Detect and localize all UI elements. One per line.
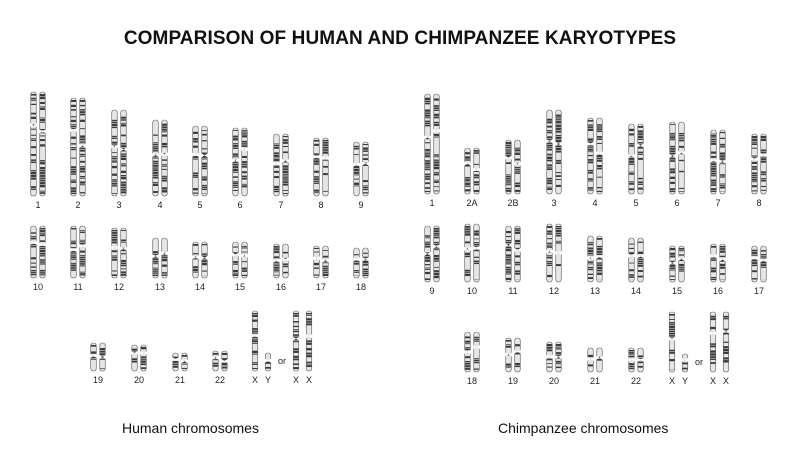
chromosome	[555, 110, 561, 194]
chromosome	[353, 142, 359, 196]
chromosome-pair	[587, 118, 602, 208]
chromosome-label: 9	[358, 200, 364, 210]
chimpanzee-caption: Chimpanzee chromosomes	[498, 420, 669, 436]
chromosome	[628, 348, 634, 372]
chromosome-x	[710, 312, 716, 372]
chromosome	[678, 246, 684, 282]
sex-chromosome-label: Y	[264, 375, 272, 385]
chromosome-label: 15	[671, 286, 683, 296]
chromosome	[433, 94, 439, 194]
chromosome-pair	[273, 244, 288, 292]
chromosome-pair	[628, 348, 643, 386]
chromosome	[111, 228, 117, 278]
chromosome-pair	[90, 343, 105, 385]
chromosome	[79, 226, 85, 278]
chromosome-pair	[70, 98, 85, 210]
chromosome-label: 22	[630, 376, 642, 386]
chromosome-pair	[70, 226, 85, 292]
chromosome	[637, 124, 643, 194]
chromosome-label: 10	[32, 282, 44, 292]
chromosome-label: 18	[466, 376, 478, 386]
chromosome	[131, 345, 137, 371]
sex-chromosome-label: X	[668, 376, 676, 386]
chromosome	[362, 142, 368, 196]
chromosome-label: 1	[35, 200, 41, 210]
chromosome-label: 13	[154, 282, 166, 292]
chromosome	[596, 236, 602, 282]
chromosome-pair	[587, 236, 602, 296]
chromosome	[751, 134, 757, 194]
chromosome	[464, 332, 470, 372]
chromosome-label: 20	[548, 376, 560, 386]
chromosome	[313, 138, 319, 196]
chromosome	[546, 342, 552, 372]
chromosome	[505, 226, 511, 282]
chromosome-label: 19	[92, 375, 104, 385]
chromosome	[212, 351, 218, 371]
chromosome	[273, 134, 279, 196]
chromosome-pair	[313, 246, 328, 292]
chromosome-pair	[505, 226, 520, 296]
chromosome-pair	[424, 226, 439, 296]
chromosome-pair	[669, 122, 684, 208]
chromosome	[39, 92, 45, 196]
chromosome-pair	[30, 226, 45, 292]
chromosome-label: 8	[318, 200, 324, 210]
chromosome	[424, 94, 430, 194]
chromosome	[587, 236, 593, 282]
chromosome	[313, 246, 319, 278]
chromosome	[273, 244, 279, 278]
chromosome-label: 2	[75, 200, 81, 210]
chromosome	[505, 338, 511, 372]
chromosome-pair	[152, 120, 167, 210]
chromosome	[628, 124, 634, 194]
chromosome-label: 19	[507, 376, 519, 386]
chromosome	[70, 98, 76, 196]
chromosome	[120, 228, 126, 278]
chromosome-label: 5	[197, 200, 203, 210]
page-title: COMPARISON OF HUMAN AND CHIMPANZEE KARYOTYPES	[123, 28, 677, 49]
chimpanzee-karyotype	[424, 94, 766, 386]
chromosome	[760, 134, 766, 194]
chromosome-pair	[628, 238, 643, 296]
sex-chromosomes	[252, 311, 312, 385]
chromosome-label: 3	[116, 200, 122, 210]
chromosome	[201, 126, 207, 196]
chromosome	[232, 128, 238, 196]
chromosome-label: 4	[157, 200, 163, 210]
chromosome	[433, 226, 439, 282]
sex-chromosome-label: X	[709, 376, 717, 386]
chromosome-x	[293, 311, 299, 371]
chromosome-pair	[212, 351, 227, 385]
chromosome	[232, 242, 238, 278]
chromosome	[362, 248, 368, 278]
chromosome	[221, 351, 227, 371]
chromosome-label: 15	[234, 282, 246, 292]
chromosome	[555, 342, 561, 372]
chromosome-label: 16	[712, 286, 724, 296]
chromosome	[161, 238, 167, 278]
chromosome-pair	[464, 332, 479, 386]
chromosome	[322, 246, 328, 278]
chromosome-pair	[464, 148, 479, 208]
chromosome	[760, 246, 766, 282]
chromosome-pair	[505, 338, 520, 386]
chromosome-y	[682, 354, 688, 372]
chromosome	[192, 242, 198, 278]
chromosome	[99, 343, 105, 371]
chromosome	[120, 110, 126, 196]
chromosome	[152, 120, 158, 196]
chromosome-label: 1	[429, 198, 435, 208]
chromosome-label: 17	[315, 282, 327, 292]
chromosome-label: 16	[275, 282, 287, 292]
chromosome-pair	[751, 246, 766, 296]
chromosome-label: 18	[355, 282, 367, 292]
chromosome	[505, 140, 511, 194]
chromosome-label: 2A	[466, 198, 478, 208]
chromosome-label: 14	[194, 282, 206, 292]
chromosome	[241, 128, 247, 196]
chromosome	[172, 353, 178, 371]
chromosome-pair	[669, 246, 684, 296]
chromosome	[241, 242, 247, 278]
chromosome-pair	[192, 242, 207, 292]
chromosome	[111, 110, 117, 196]
chromosome	[710, 130, 716, 194]
chromosome	[181, 353, 187, 371]
chromosome-label: 6	[674, 198, 680, 208]
chromosome-x	[252, 311, 258, 371]
chromosome-label: 8	[756, 198, 762, 208]
chromosome	[719, 244, 725, 282]
chromosome	[90, 343, 96, 371]
chromosome	[719, 130, 725, 194]
chromosome-pair	[710, 244, 725, 296]
chromosome	[628, 238, 634, 282]
chromosome-label: 4	[592, 198, 598, 208]
chromosome-label: 11	[73, 282, 83, 292]
chromosome-label: 3	[551, 198, 557, 208]
chromosome-pair	[710, 130, 725, 208]
chromosome	[555, 224, 561, 282]
chromosome	[30, 92, 36, 196]
or-label: or	[277, 356, 287, 366]
chromosome-pair	[232, 128, 247, 210]
chromosome-label: 9	[429, 286, 435, 296]
chromosome-x	[723, 312, 729, 372]
chromosome-pair	[546, 342, 561, 386]
chromosome	[353, 248, 359, 278]
chromosome-label: 12	[548, 286, 560, 296]
chromosome	[424, 226, 430, 282]
chromosome-pair	[111, 228, 126, 292]
chromosome	[322, 138, 328, 196]
sex-chromosome-label: X	[722, 376, 730, 386]
chromosome-label: 21	[589, 376, 601, 386]
chromosome-label: 2B	[507, 198, 519, 208]
chromosome-label: 10	[466, 286, 478, 296]
sex-chromosome-label: X	[292, 375, 300, 385]
chromosome-pair	[232, 242, 247, 292]
chromosome-label: 22	[214, 375, 226, 385]
chromosome-pair	[111, 110, 126, 210]
chromosome	[473, 332, 479, 372]
chromosome-pair	[152, 238, 167, 292]
chromosome-pair	[587, 348, 602, 386]
chromosome-pair	[751, 134, 766, 208]
chromosome-y	[265, 353, 271, 371]
chromosome-label: 20	[133, 375, 145, 385]
chromosome	[282, 244, 288, 278]
chromosome	[669, 122, 675, 194]
chromosome	[596, 118, 602, 194]
chromosome-pair	[546, 224, 561, 296]
chromosome-label: 21	[174, 375, 186, 385]
chromosome	[596, 348, 602, 372]
chromosome	[30, 226, 36, 278]
chromosome	[39, 226, 45, 278]
chromosome-x	[306, 311, 312, 371]
chromosome	[546, 224, 552, 282]
chromosome-label: 6	[237, 200, 243, 210]
chromosome	[637, 238, 643, 282]
chromosome	[514, 140, 520, 194]
chromosome-pair	[464, 224, 479, 296]
chromosome-pair	[192, 126, 207, 210]
human-caption: Human chromosomes	[122, 420, 259, 436]
sex-chromosomes	[669, 312, 729, 386]
chromosome-x	[669, 312, 675, 372]
sex-chromosome-label: Y	[681, 376, 689, 386]
chromosome	[546, 110, 552, 194]
chromosome-label: 11	[508, 286, 518, 296]
chromosome-pair	[424, 94, 439, 208]
chromosome	[192, 126, 198, 196]
chromosome	[514, 338, 520, 372]
chromosome-pair	[546, 110, 561, 208]
chromosome-pair	[273, 134, 288, 210]
chromosome	[201, 242, 207, 278]
chromosome	[637, 348, 643, 372]
chromosome	[282, 134, 288, 196]
chromosome	[464, 224, 470, 282]
chromosome-label: 7	[715, 198, 721, 208]
chromosome-label: 7	[278, 200, 284, 210]
chromosome-label: 5	[633, 198, 639, 208]
chromosome	[751, 246, 757, 282]
chromosome-label: 17	[753, 286, 765, 296]
sex-chromosome-label: X	[305, 375, 313, 385]
chromosome-label: 12	[113, 282, 125, 292]
or-label: or	[694, 357, 704, 367]
chromosome	[473, 224, 479, 282]
chromosome-pair	[353, 248, 368, 292]
chromosome-pair	[505, 140, 520, 208]
chromosome-pair	[353, 142, 368, 210]
chromosome	[678, 122, 684, 194]
chromosome	[710, 244, 716, 282]
chromosome	[70, 226, 76, 278]
chromosome	[152, 238, 158, 278]
chromosome-label: 14	[630, 286, 642, 296]
sex-chromosome-label: X	[251, 375, 259, 385]
chromosome	[140, 345, 146, 371]
chromosome	[669, 246, 675, 282]
chromosome	[514, 226, 520, 282]
chromosome	[587, 118, 593, 194]
chromosome	[79, 98, 85, 196]
chromosome-label: 13	[589, 286, 601, 296]
chromosome-pair	[131, 345, 146, 385]
chromosome-pair	[313, 138, 328, 210]
chromosome-pair	[172, 353, 187, 385]
chromosome	[473, 148, 479, 194]
chromosome-pair	[628, 124, 643, 208]
chromosome	[161, 120, 167, 196]
chromosome-pair	[30, 92, 45, 210]
human-karyotype	[30, 92, 368, 385]
chromosome	[464, 148, 470, 194]
chromosome	[587, 348, 593, 372]
